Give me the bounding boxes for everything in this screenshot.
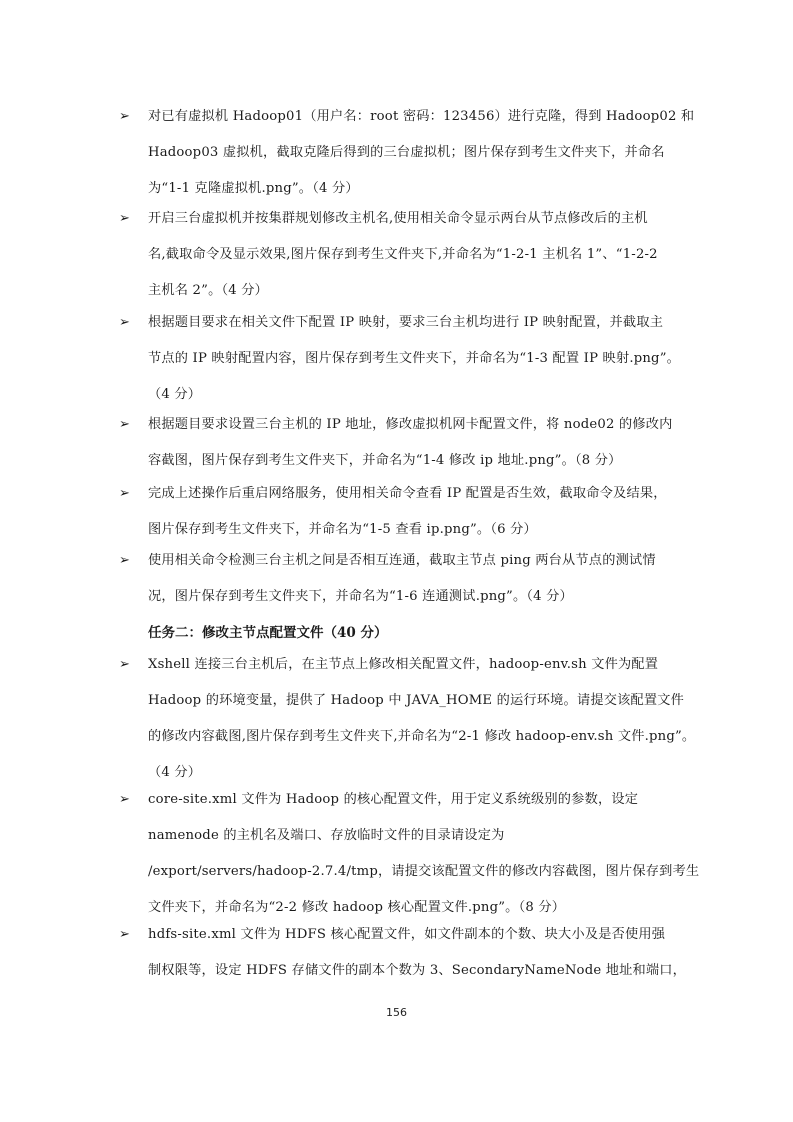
text-line: 根据题目要求在相关文件下配置 IP 映射，要求三台主机均进行 IP 映射配置，并截取主: [148, 315, 664, 330]
text-line: 名,截取命令及显示效果,图片保存到考生文件夹下,并命名为“1-2-1 主机名 1”、“1-2-2: [148, 247, 658, 262]
arrow-bullet-icon: ➢: [119, 109, 130, 124]
arrow-bullet-icon: ➢: [119, 315, 130, 330]
text-line: （4 分）: [148, 387, 202, 402]
text-line: 制权限等，设定 HDFS 存储文件的副本个数为 3、SecondaryNameNode 地址和端口，: [148, 963, 687, 978]
text-line: 文件夹下，并命名为“2-2 修改 hadoop 核心配置文件.png”。（8 分）: [148, 900, 566, 915]
text-line: 为“1-1 克隆虚拟机.png”。（4 分）: [148, 181, 359, 196]
text-line: 主机名 2”。（4 分）: [148, 283, 269, 298]
text-line: 根据题目要求设置三台主机的 IP 地址，修改虚拟机网卡配置文件，将 node02 的修改内: [148, 417, 673, 432]
arrow-bullet-icon: ➢: [119, 417, 130, 432]
text-line: Hadoop 的环境变量，提供了 Hadoop 中 JAVA_HOME 的运行环境。请提交该配置文件: [148, 693, 685, 708]
arrow-bullet-icon: ➢: [119, 486, 130, 501]
section-heading: 任务二：修改主节点配置文件（40 分）: [148, 625, 388, 641]
text-line: Hadoop03 虚拟机，截取克隆后得到的三台虚拟机；图片保存到考生文件夹下，并命名: [148, 145, 665, 160]
text-line: 况，图片保存到考生文件夹下，并命名为“1-6 连通测试.png”。（4 分）: [148, 589, 573, 604]
text-line: 开启三台虚拟机并按集群规划修改主机名,使用相关命令显示两台从节点修改后的主机: [148, 211, 648, 226]
arrow-bullet-icon: ➢: [119, 211, 130, 226]
text-line: 完成上述操作后重启网络服务，使用相关命令查看 IP 配置是否生效，截取命令及结果，: [148, 486, 667, 501]
text-line: 图片保存到考生文件夹下，并命名为“1-5 查看 ip.png”。（6 分）: [148, 522, 537, 537]
arrow-bullet-icon: ➢: [119, 553, 130, 568]
text-line: 对已有虚拟机 Hadoop01（用户名：root 密码：123456）进行克隆，得到 Hadoop02 和: [148, 109, 695, 124]
page-number: 156: [386, 1006, 407, 1019]
text-line: 的修改内容截图,图片保存到考生文件夹下,并命名为“2-1 修改 hadoop-env.sh 文件.png”。: [148, 729, 696, 744]
text-line: hdfs-site.xml 文件为 HDFS 核心配置文件，如文件副本的个数、块大小及是否使用强: [148, 927, 666, 942]
text-line: 容截图，图片保存到考生文件夹下，并命名为“1-4 修改 ip 地址.png”。（8 分）: [148, 453, 622, 468]
text-line: 使用相关命令检测三台主机之间是否相互连通，截取主节点 ping 两台从节点的测试情: [148, 553, 656, 568]
text-line: core-site.xml 文件为 Hadoop 的核心配置文件，用于定义系统级别的参数，设定: [148, 792, 639, 807]
text-line: namenode 的主机名及端口、存放临时文件的目录请设定为: [148, 828, 505, 843]
text-line: Xshell 连接三台主机后，在主节点上修改相关配置文件，hadoop-env.sh 文件为配置: [148, 657, 659, 672]
text-line: （4 分）: [148, 765, 202, 780]
arrow-bullet-icon: ➢: [119, 657, 130, 672]
text-line: 节点的 IP 映射配置内容，图片保存到考生文件夹下，并命名为“1-3 配置 IP 映射.png”。: [148, 351, 681, 366]
text-line: /export/servers/hadoop-2.7.4/tmp，请提交该配置文件的修改内容截图，图片保存到考生: [148, 864, 700, 879]
arrow-bullet-icon: ➢: [119, 927, 130, 942]
arrow-bullet-icon: ➢: [119, 792, 130, 807]
